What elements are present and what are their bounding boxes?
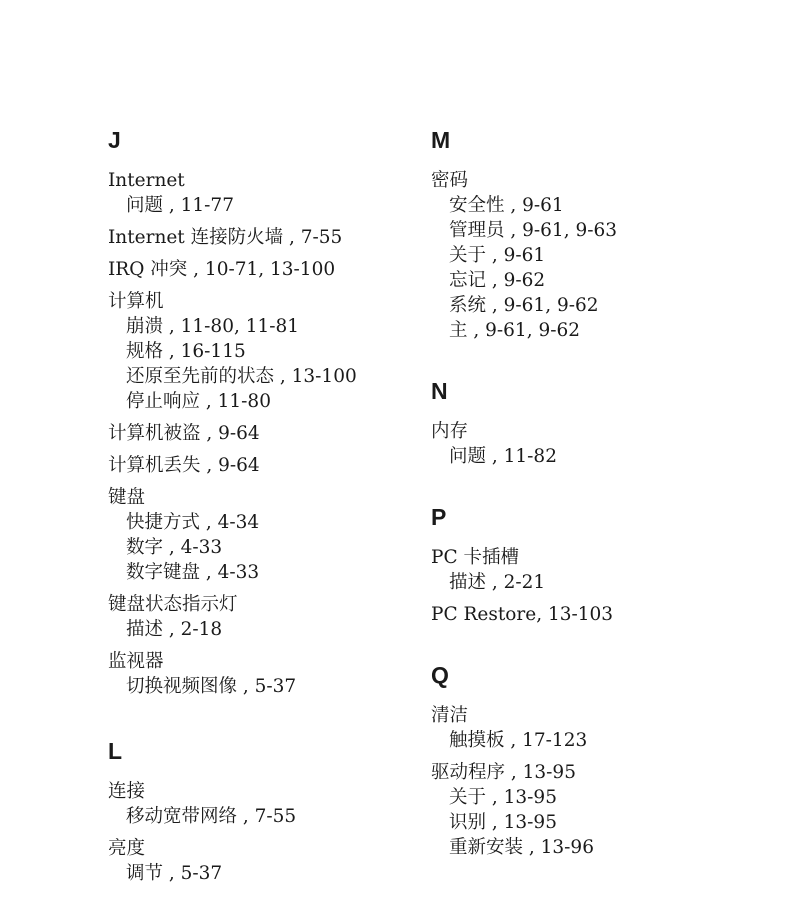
index-subentry: 关于 , 13-95 (449, 787, 557, 808)
index-section (431, 373, 751, 469)
index-term: Internet 连接防火墙 , 7-55 (108, 227, 343, 248)
index-term: 计算机被盗 , 9-64 (108, 423, 260, 444)
index-section (431, 657, 751, 860)
index-subentry: 数字 , 4-33 (126, 537, 223, 558)
index-subentry: 识别 , 13-95 (449, 812, 557, 833)
index-subentry: 管理员 , 9-61, 9-63 (449, 220, 618, 241)
index-subentry: 数字键盘 , 4-33 (126, 562, 260, 583)
index-term: 内存 (431, 421, 469, 442)
section-letter-heading: J (108, 127, 121, 153)
index-entry (431, 760, 751, 860)
index-entry (108, 453, 408, 478)
section-letter-heading: P (431, 504, 447, 530)
index-entry (108, 836, 408, 886)
index-section (431, 499, 751, 627)
index-term: PC Restore, 13-103 (431, 604, 614, 625)
index-subentry: 停止响应 , 11-80 (126, 391, 271, 412)
index-entry (108, 649, 408, 699)
index-subentry: 快捷方式 , 4-34 (126, 512, 260, 533)
index-subentry: 安全性 , 9-61 (449, 195, 564, 216)
index-term: 键盘状态指示灯 (108, 594, 238, 615)
index-subentry: 系统 , 9-61, 9-62 (449, 295, 599, 316)
index-term: 监视器 (108, 651, 164, 672)
index-entry (108, 779, 408, 829)
index-column-left (108, 122, 408, 893)
index-subentry: 规格 , 16-115 (126, 341, 246, 362)
index-subentry: 问题 , 11-82 (449, 446, 557, 467)
index-subentry: 切换视频图像 , 5-37 (126, 676, 297, 697)
index-subentry: 触摸板 , 17-123 (449, 730, 588, 751)
section-letter-heading: Q (431, 662, 449, 688)
index-subentry: 问题 , 11-77 (126, 195, 234, 216)
index-term: 驱动程序 , 13-95 (431, 762, 576, 783)
index-entry (431, 168, 751, 343)
index-entry (431, 419, 751, 469)
index-term: 连接 (108, 781, 146, 802)
index-entry (108, 225, 408, 250)
index-subentry: 调节 , 5-37 (126, 863, 223, 884)
index-subentry: 主 , 9-61, 9-62 (449, 320, 581, 341)
index-entry (108, 289, 408, 414)
index-subentry: 移动宽带网络 , 7-55 (126, 806, 297, 827)
index-term: 密码 (431, 170, 469, 191)
index-term: 计算机 (108, 291, 164, 312)
index-subentry: 崩溃 , 11-80, 11-81 (126, 316, 300, 337)
index-section (108, 733, 408, 886)
index-term: 亮度 (108, 838, 146, 859)
index-section (108, 122, 408, 699)
index-column-right (431, 122, 751, 867)
index-entry (108, 485, 408, 585)
index-term: PC 卡插槽 (431, 547, 519, 568)
index-entry (108, 168, 408, 218)
index-term: IRQ 冲突 , 10-71, 13-100 (108, 259, 336, 280)
section-letter-heading: N (431, 378, 448, 404)
index-subentry: 还原至先前的状态 , 13-100 (126, 366, 357, 387)
index-subentry: 忘记 , 9-62 (449, 270, 546, 291)
index-subentry: 描述 , 2-21 (449, 572, 546, 593)
section-letter-heading: M (431, 127, 451, 153)
index-entry (108, 592, 408, 642)
index-entry (108, 257, 408, 282)
index-term: Internet (108, 170, 185, 191)
index-entry (431, 703, 751, 753)
index-term: 清洁 (431, 705, 469, 726)
index-entry (431, 602, 751, 627)
index-subentry: 描述 , 2-18 (126, 619, 223, 640)
index-term: 键盘 (108, 487, 146, 508)
index-subentry: 关于 , 9-61 (449, 245, 546, 266)
index-entry (431, 545, 751, 595)
index-section (431, 122, 751, 343)
index-entry (108, 421, 408, 446)
index-term: 计算机丢失 , 9-64 (108, 455, 260, 476)
index-subentry: 重新安装 , 13-96 (449, 837, 594, 858)
section-letter-heading: L (108, 738, 123, 764)
